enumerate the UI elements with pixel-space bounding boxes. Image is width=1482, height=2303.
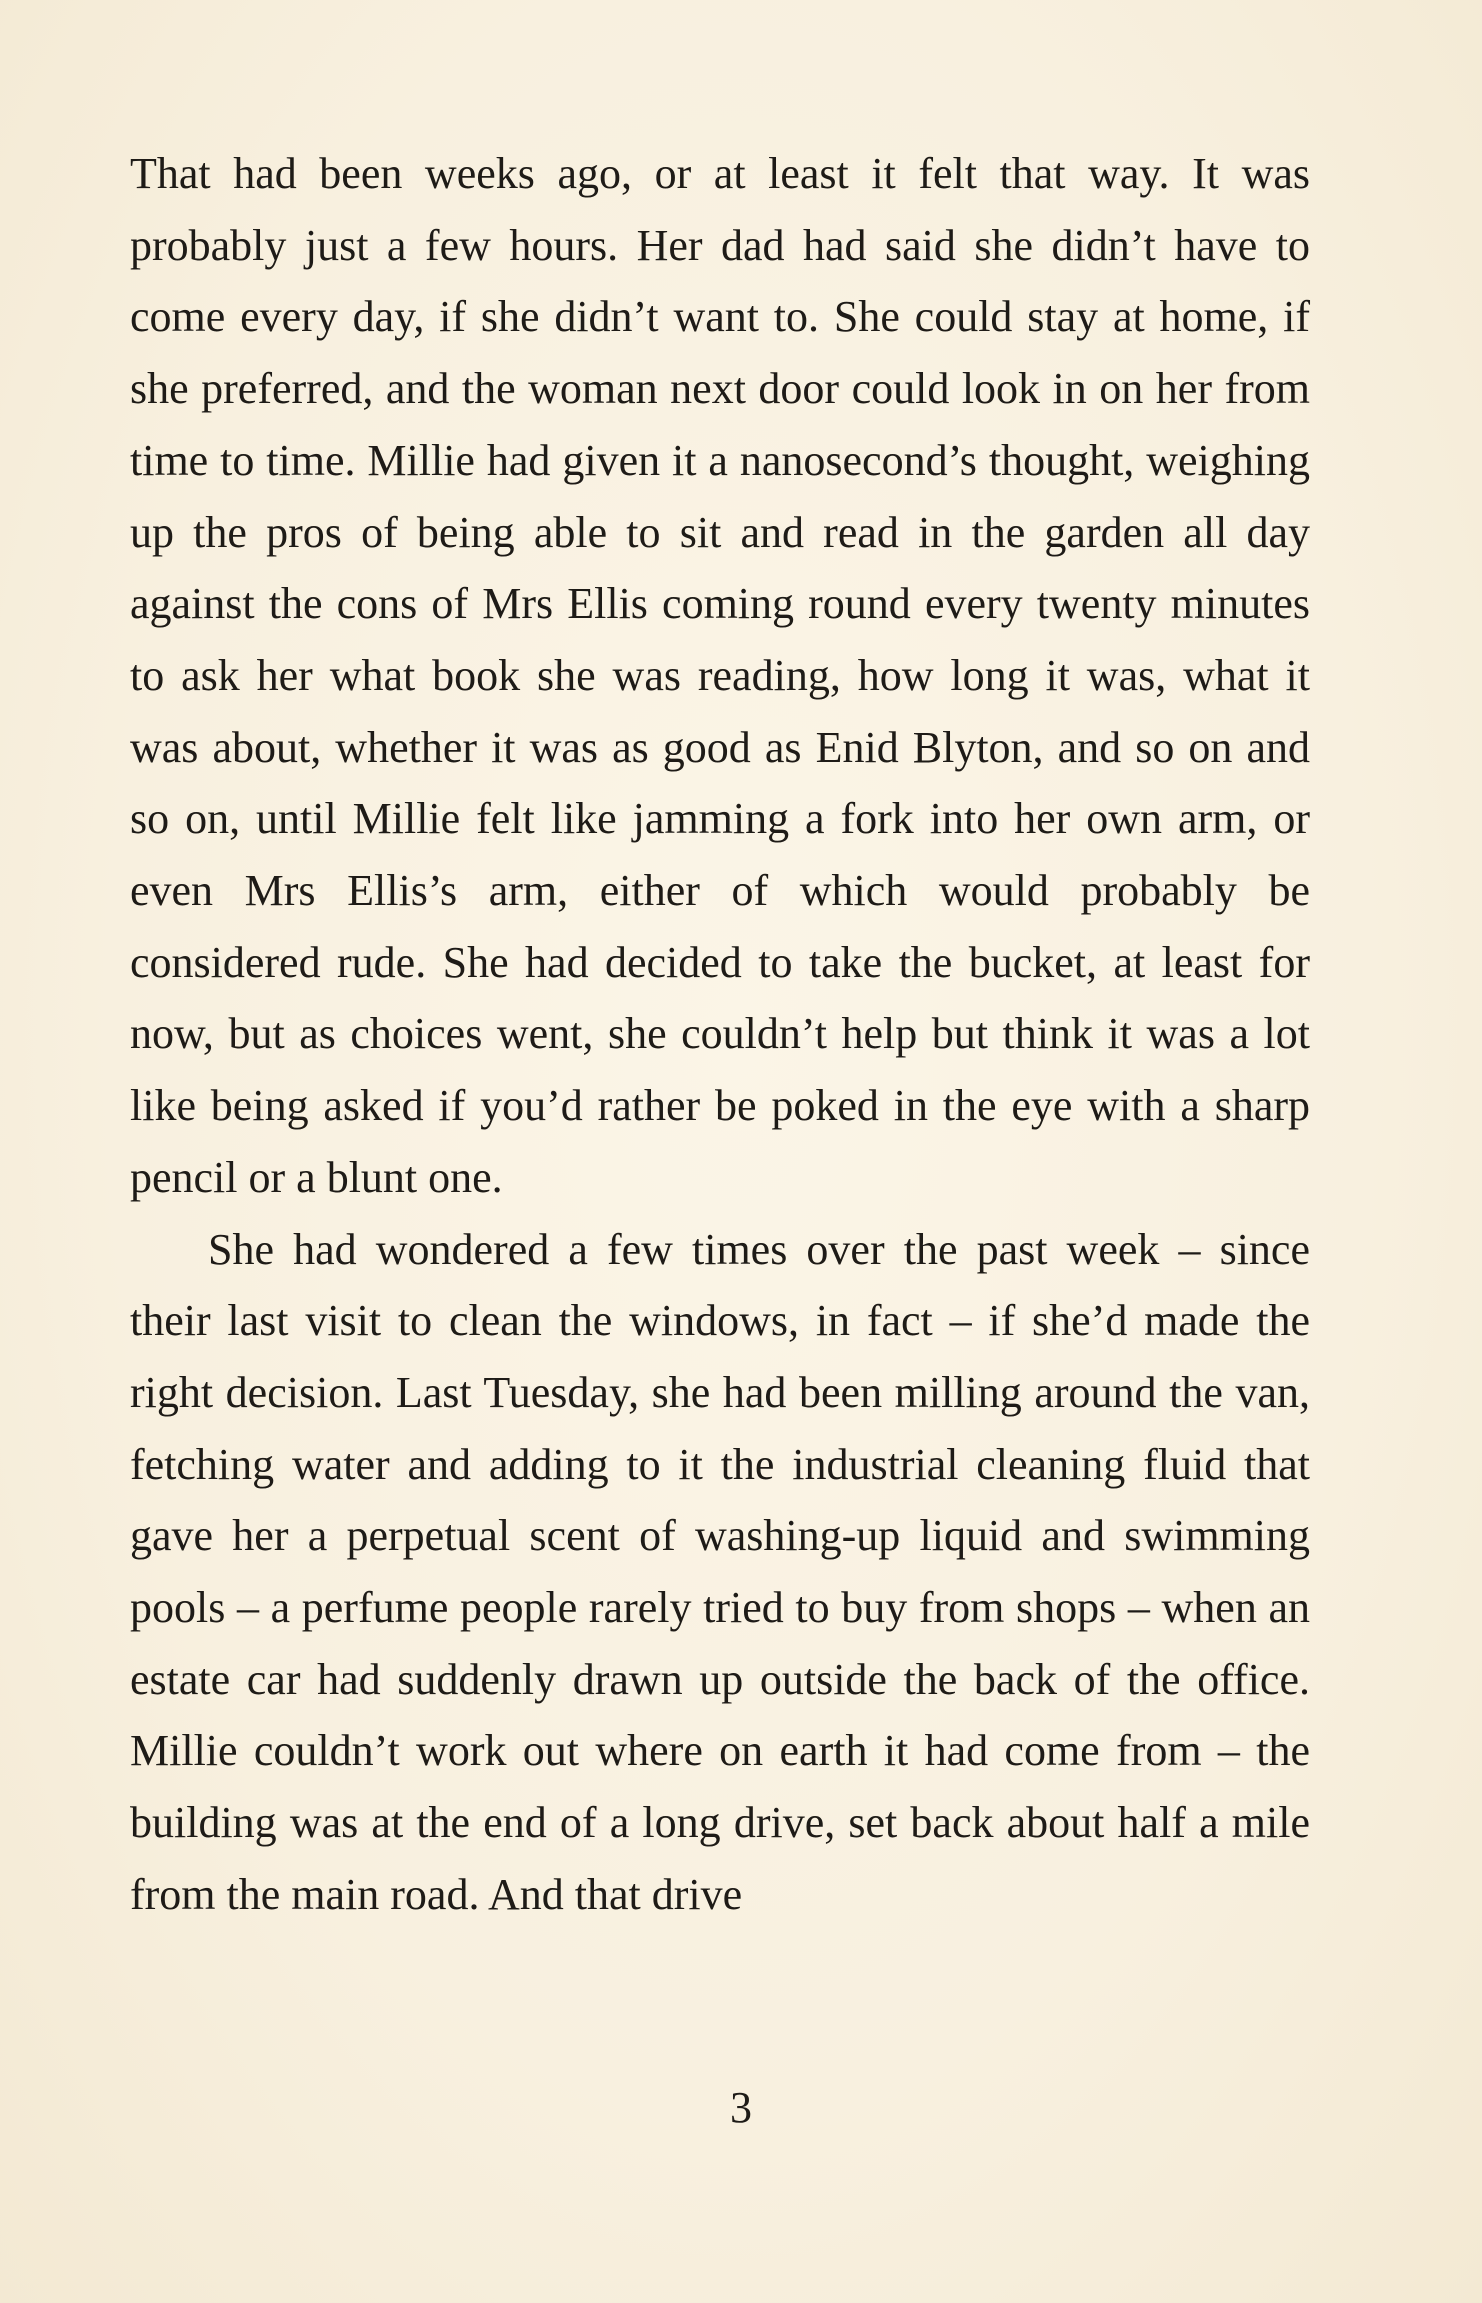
body-text	[130, 138, 1310, 1931]
paragraph-2: She had wondered a few times over the past week – since their last visit to clean the windows, in fact – if she’d made the right decision. Last Tuesday, she had been milling around the van, fetching water and adding to it the industrial cleaning fluid that gave her a perpetual scent of washing-up liquid and swimming pools – a perfume people rarely tried to buy from shops – when an estate car had suddenly drawn up outside the back of the office. Millie couldn’t work out where on earth it had come from – the building was at the end of a long drive, set back about half a mile from the main road. And that drive	[130, 1224, 1310, 1919]
paragraph-1: That had been weeks ago, or at least it felt that way. It was probably just a few hours. Her dad had said she didn’t have to come every day, if she didn’t want to. She could stay at home, if she preferred, and the woman next door could look in on her from time to time. Millie had given it a nanosecond’s thought, weighing up the pros of being able to sit and read in the garden all day against the cons of Mrs Ellis coming round every twenty minutes to ask her what book she was reading, how long it was, what it was about, whether it was as good as Enid Blyton, and so on and so on, until Millie felt like jamming a fork into her own arm, or even Mrs Ellis’s arm, either of which would probably be considered rude. She had decided to take the bucket, at least for now, but as choices went, she couldn’t help but think it was a lot like being asked if you’d rather be poked in the eye with a sharp pencil or a blunt one.	[130, 149, 1310, 1202]
page-number: 3	[730, 2083, 752, 2132]
